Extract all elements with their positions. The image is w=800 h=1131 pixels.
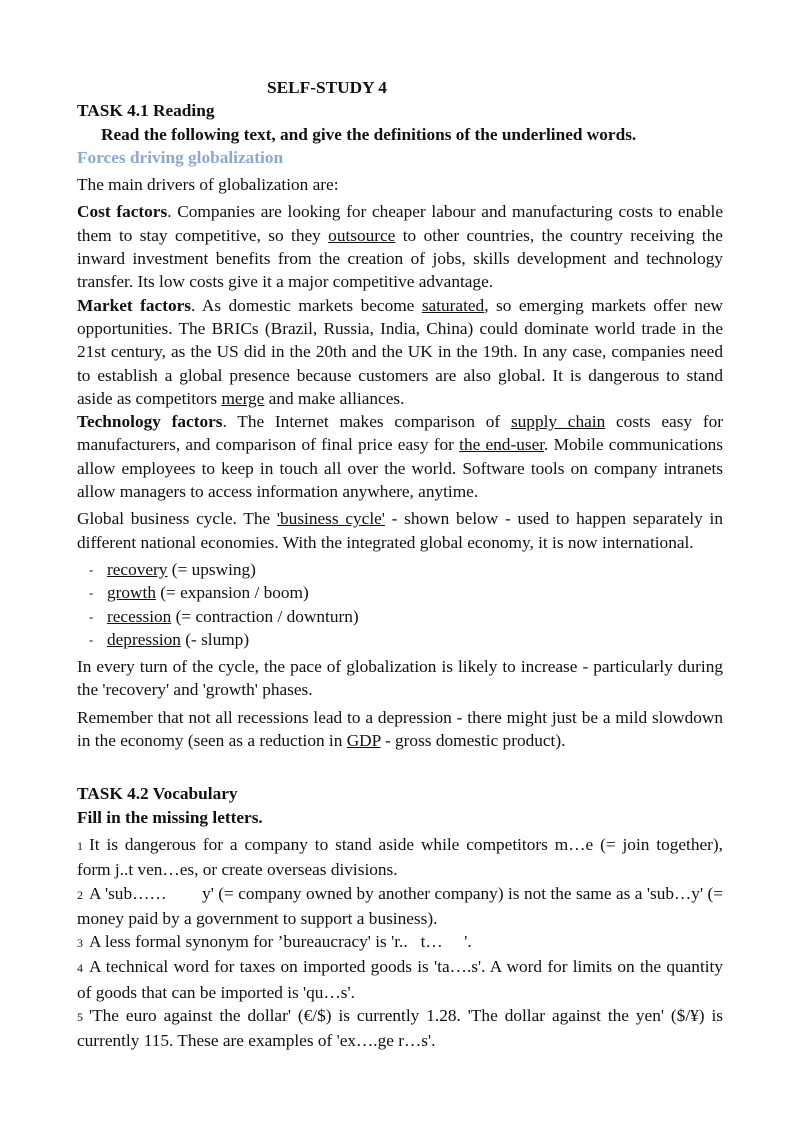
underlined-word-merge: merge [221, 388, 265, 408]
section-spacer [77, 752, 723, 782]
item-number: 2 [77, 887, 83, 902]
item-number: 1 [77, 838, 83, 853]
item-number: 5 [77, 1009, 83, 1024]
business-cycle-paragraph [77, 507, 723, 554]
cycle-phase-list [77, 558, 723, 651]
item-number: 4 [77, 961, 83, 976]
list-item [89, 581, 723, 604]
text-span: (= expansion / boom) [155, 583, 309, 603]
item-text: A 'sub…… y' (= company owned by another company) is not the same as a 'sub…y' (= money paid by a government to support a business). [77, 883, 728, 928]
item-text: It is dangerous for a company to stand aside while competitors m…e (= join together), form j..t ven…es, or create overseas divisions. [77, 834, 723, 880]
vocab-item-3 [77, 930, 723, 955]
list-item [89, 605, 723, 628]
item-number: 3 [77, 936, 83, 951]
text-span: to other countries, the country receiving the inward investment benefits from the creation of jobs, skills development and technology transfer. Its low costs give it a major competitive advantage. [77, 225, 723, 292]
item-text: A technical word for taxes on imported goods is 'ta….s'. A word for limits on the quantity of goods that can be imported is 'qu…s'. [77, 957, 723, 1002]
page-title: SELF-STUDY 4 [267, 78, 387, 97]
text-span: costs easy for manufacturers, and comparison of final price easy for [77, 412, 723, 455]
item-text: A less formal synonym for ’bureaucracy' is 'r.. t… '. [89, 932, 472, 952]
market-factors-paragraph [77, 294, 723, 410]
document-page [77, 76, 728, 1053]
cycle-turn-paragraph: In every turn of the cycle, the pace of globalization is likely to increase - particularly during the 'recovery' and 'growth' phases. [77, 657, 723, 700]
vocab-item-5 [77, 1004, 723, 1053]
section-subheading: Forces driving globalization [77, 147, 284, 167]
underlined-word-end-user: the end-user [459, 435, 545, 455]
text-span: (= contraction / downturn) [171, 606, 359, 626]
technology-factors-label: Technology factors [77, 412, 223, 432]
underlined-word-supply-chain: supply chain [510, 412, 606, 432]
text-span: (= upswing) [167, 559, 256, 579]
text-span: . Companies are looking for cheaper labour and manufacturing costs to enable them to stay competitive, so they [77, 202, 723, 245]
text-span: . Mobile communications allow employees to keep in touch all over the world. Software tools on company intranets allow managers to access information anywhere, anytime. [77, 435, 723, 502]
underlined-word-gdp: GDP [346, 731, 381, 751]
vocab-item-2 [77, 882, 728, 931]
market-factors-label: Market factors [77, 295, 191, 315]
list-item [89, 558, 723, 581]
bullet-dash: - [89, 561, 94, 577]
text-span: , so emerging markets offer new opportunities. The BRICs (Brazil, Russia, India, China) could dominate world trade in the 21st century, as the US did in the 20th and the UK in the 19th. In any case, companies need to establish a global presence because customers are also global. It is dangerous to stand aside as competitors [77, 295, 723, 408]
text-span: and make alliances. [264, 388, 405, 408]
bullet-dash: - [89, 608, 94, 624]
list-item [89, 628, 723, 651]
underlined-word-recovery: recovery [107, 559, 168, 579]
text-span: - gross domestic product). [380, 731, 566, 751]
technology-factors-paragraph [77, 410, 723, 503]
vocab-item-4 [77, 955, 723, 1004]
text-span: Global business cycle. The [77, 509, 277, 529]
text-span: . The Internet makes comparison of [222, 412, 511, 432]
underlined-word-recession: recession [107, 606, 172, 626]
item-text: 'The euro against the dollar' (€/$) is currently 1.28. 'The dollar against the yen' ($/¥) is currently 115. These are examples of 'ex….ge r…s'. [77, 1005, 723, 1051]
underlined-word-business-cycle: 'business cycle' [276, 509, 385, 529]
bullet-dash: - [89, 585, 94, 601]
task2-heading: TASK 4.2 Vocabulary [77, 784, 238, 804]
underlined-word-outsource: outsource [328, 225, 396, 245]
underlined-word-saturated: saturated [421, 295, 485, 315]
remember-paragraph [77, 706, 723, 753]
text-span: (- slump) [180, 629, 250, 649]
vocab-item-1 [77, 833, 723, 882]
cost-factors-label: Cost factors [77, 202, 168, 222]
text-span: - shown below - used to happen separately in different national economies. With the integrated global economy, it is now international. [77, 509, 723, 552]
task2-instruction: Fill in the missing letters. [77, 807, 263, 827]
task1-heading: TASK 4.1 Reading [77, 101, 215, 121]
intro-line: The main drivers of globalization are: [77, 175, 339, 195]
cost-factors-paragraph [77, 200, 723, 293]
bullet-dash: - [89, 631, 94, 647]
underlined-word-depression: depression [107, 629, 181, 649]
text-span: Remember that not all recessions lead to a depression - there might just be a mild slowdown in the economy (seen as a reduction in [77, 707, 723, 751]
task1-instruction: Read the following text, and give the definitions of the underlined words. [101, 124, 637, 144]
text-span: . As domestic markets become [191, 295, 422, 315]
underlined-word-growth: growth [107, 583, 156, 603]
